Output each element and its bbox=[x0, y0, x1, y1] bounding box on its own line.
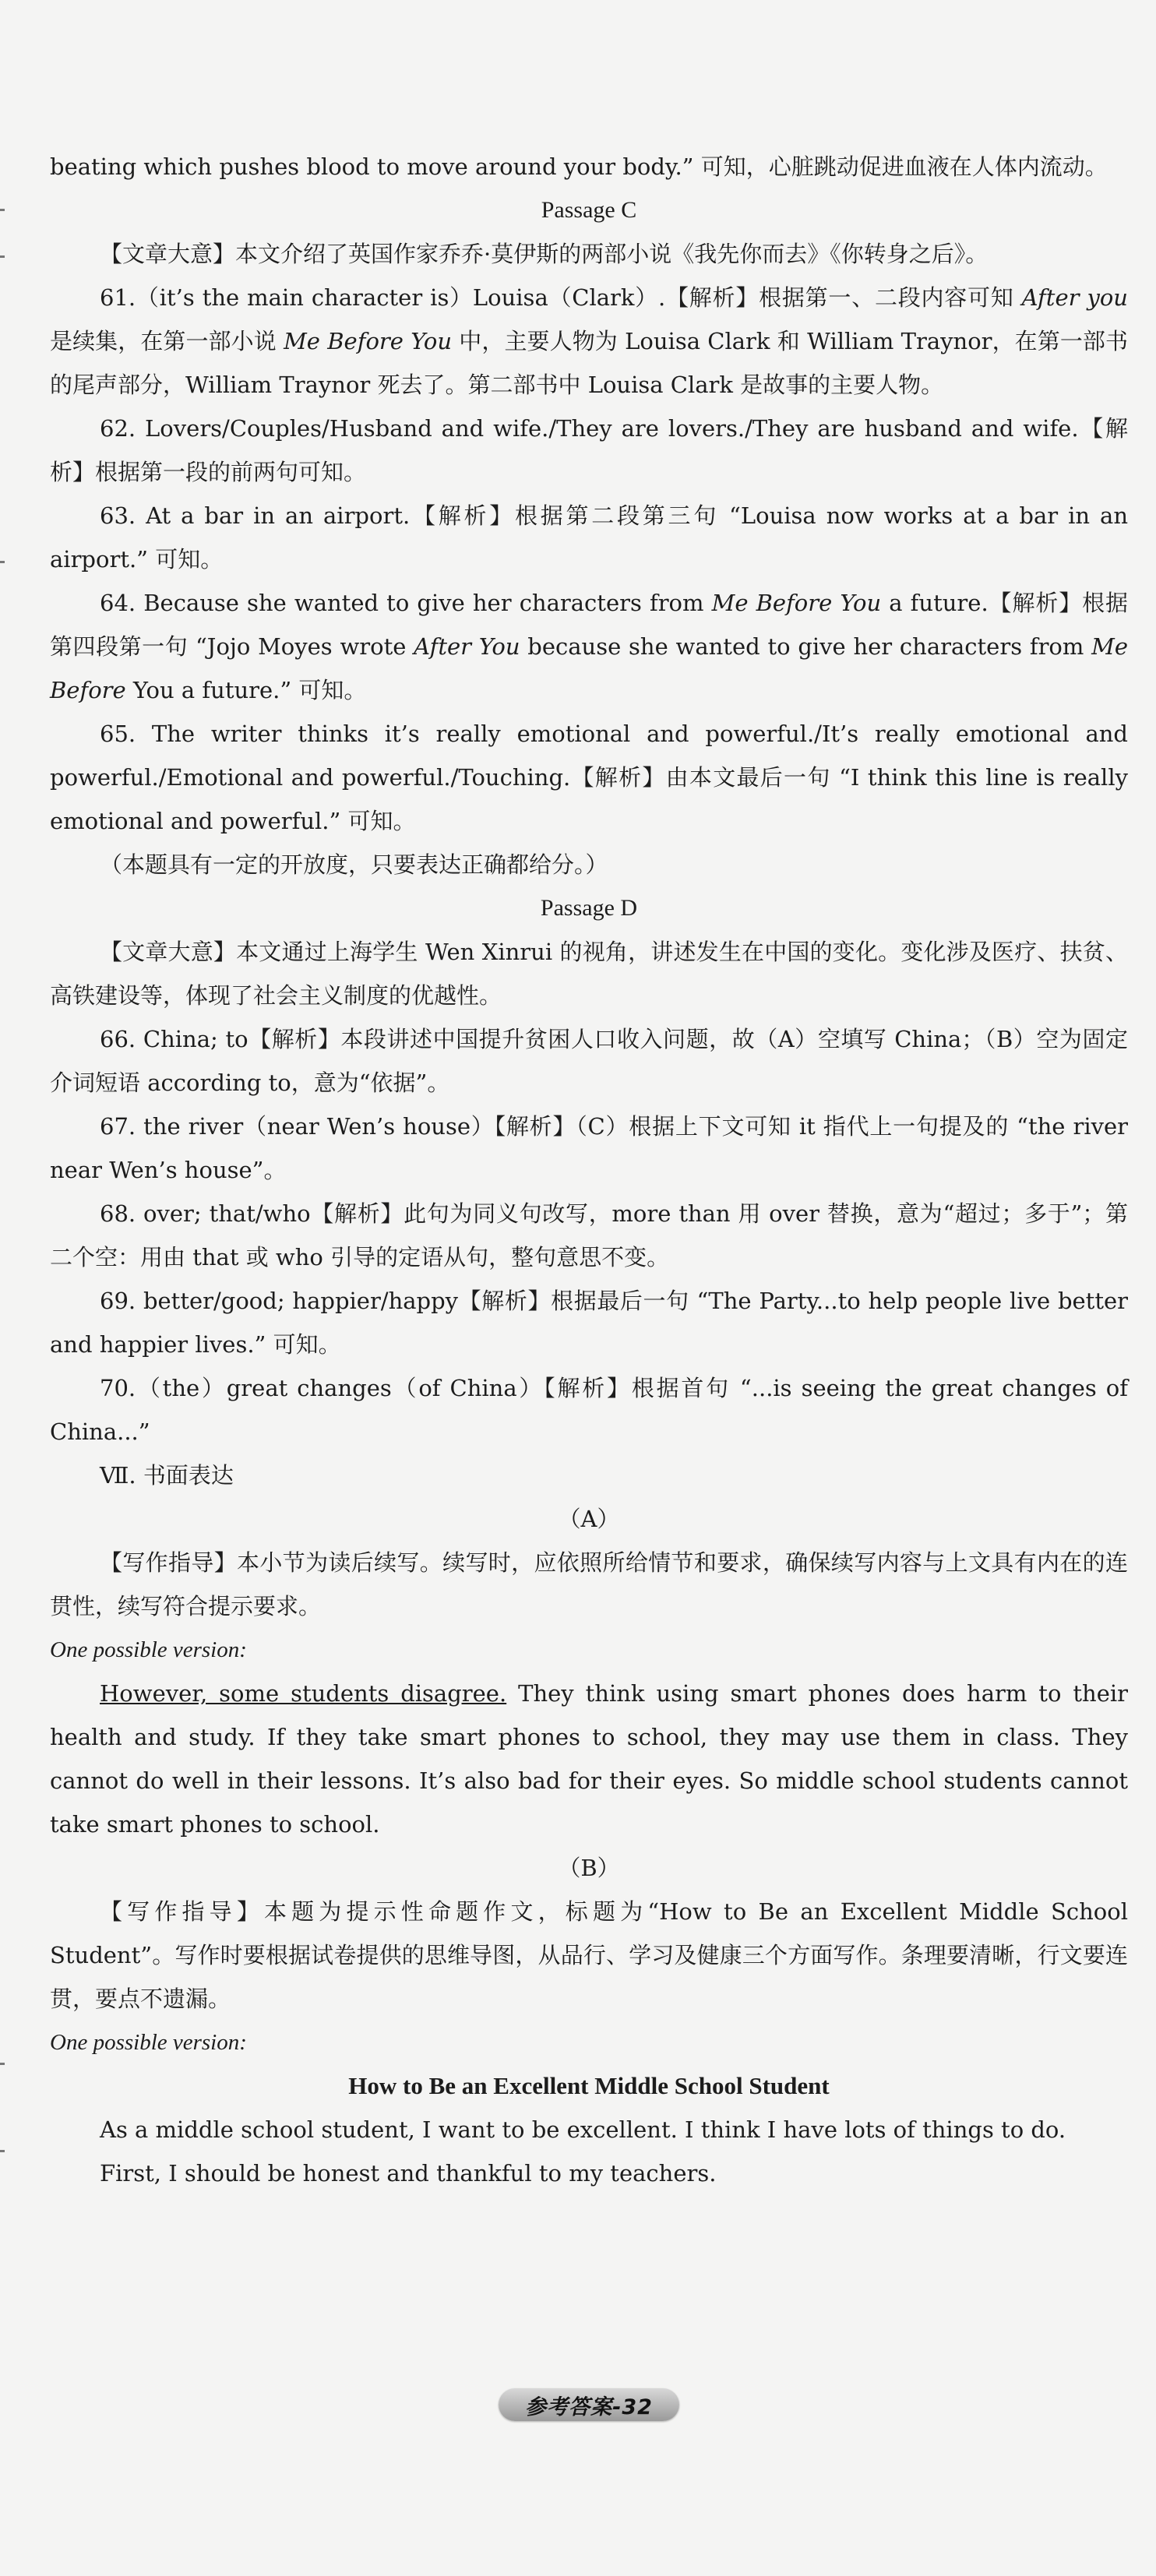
edge-mark bbox=[0, 209, 5, 211]
answer-63: 63. At a bar in an airport.【解析】根据第二段第三句 “Louisa now works at a bar in an airport.” 可知。 bbox=[50, 502, 1128, 573]
essay-b-title: How to Be an Excellent Middle School Student bbox=[348, 2072, 830, 2099]
answer-61: 61.（it’s the main character is）Louisa（Clark）.【解析】根据第一、二段内容可知 After you 是续集，在第一部小说 Me Before You 中，主要人物为 Louisa Clark 和 William Traynor，在第一部书的尾声部分，William Traynor 死去了。第二部书中 Louisa Clark 是故事的主要人物。 bbox=[50, 284, 1128, 398]
answer-65: 65. The writer thinks it’s really emotional and powerful./It’s really emotional and powerful./Emotional and powerful./Touching.【解析】由本文最后一句 “I think this line is really emotional and powerful.” 可知。 bbox=[50, 721, 1128, 834]
edge-mark bbox=[0, 2150, 5, 2152]
part-a-label: （A） bbox=[558, 1506, 620, 1532]
answer-text bbox=[50, 145, 1128, 2195]
answer-67: 67. the river（near Wen’s house）【解析】（C）根据上下文可知 it 指代上一句提及的 “the river near Wen’s house”。 bbox=[50, 1113, 1128, 1183]
paragraph-heart: beating which pushes blood to move around your body.” 可知，心脏跳动促进血液在人体内流动。 bbox=[50, 153, 1108, 180]
passage-d-summary: 【文章大意】本文通过上海学生 Wen Xinrui 的视角，讲述发生在中国的变化。变化涉及医疗、扶贫、高铁建设等，体现了社会主义制度的优越性。 bbox=[50, 939, 1128, 1009]
section-writing-title: Ⅶ. 书面表达 bbox=[100, 1462, 234, 1489]
edge-mark bbox=[0, 2063, 5, 2065]
writing-guide-b: 【写作指导】本题为提示性命题作文，标题为“How to Be an Excellent Middle School Student”。写作时要根据试卷提供的思维导图，从品行、学习及健康三个方面写作。条理要清晰，行文要连贯，要点不遗漏。 bbox=[50, 1898, 1128, 2012]
answer-70: 70.（the）great changes（of China）【解析】根据首句 “...is seeing the great changes of China...” bbox=[50, 1375, 1128, 1445]
answer-69: 69. better/good; happier/happy【解析】根据最后一句 “The Party...to help people live better and happier lives.” 可知。 bbox=[50, 1288, 1128, 1358]
page-number-badge: 参考答案-32 bbox=[499, 2388, 679, 2421]
possible-version-b-label: One possible version: bbox=[50, 2030, 247, 2055]
part-b-label: （B） bbox=[558, 1855, 620, 1881]
answer-62: 62. Lovers/Couples/Husband and wife./They are lovers./They are husband and wife.【解析】根据第一段的前两句可知。 bbox=[50, 415, 1128, 485]
essay-b-line-1: As a middle school student, I want to be excellent. I think I have lots of things to do. bbox=[100, 2116, 1066, 2143]
scoring-note: （本题具有一定的开放度，只要表达正确都给分。） bbox=[100, 851, 608, 878]
answer-66: 66. China; to【解析】本段讲述中国提升贫困人口收入问题，故（A）空填写 China；（B）空为固定介词短语 according to，意为“依据”。 bbox=[50, 1026, 1128, 1096]
edge-mark bbox=[0, 255, 5, 258]
answer-64: 64. Because she wanted to give her characters from Me Before You a future.【解析】根据第四段第一句 “Jojo Moyes wrote After You because she wanted to give her characters from Me Before You a future.” 可知。 bbox=[50, 590, 1129, 703]
sample-essay-a: However, some students disagree. They think using smart phones does harm to their health and study. If they take smart phones to school, they may use them in class. They cannot do well in their lessons. It’s also bad for their eyes. So middle school students cannot take smart phones to school. bbox=[50, 1680, 1128, 1838]
passage-d-title: Passage D bbox=[540, 895, 638, 921]
passage-c-summary: 【文章大意】本文介绍了英国作家乔乔·莫伊斯的两部小说《我先你而去》《你转身之后》。 bbox=[100, 241, 989, 267]
passage-c-title: Passage C bbox=[541, 197, 637, 223]
edge-mark bbox=[0, 561, 5, 563]
essay-b-line-2: First, I should be honest and thankful to my teachers. bbox=[100, 2160, 717, 2187]
possible-version-a-label: One possible version: bbox=[50, 1637, 247, 1662]
writing-guide-a: 【写作指导】本小节为读后续写。续写时，应依照所给情节和要求，确保续写内容与上文具有内在的连贯性，续写符合提示要求。 bbox=[50, 1549, 1128, 1619]
answer-68: 68. over; that/who【解析】此句为同义句改写，more than 用 over 替换，意为“超过；多于”；第二个空：用由 that 或 who 引导的定语从句，整句意思不变。 bbox=[50, 1200, 1128, 1270]
